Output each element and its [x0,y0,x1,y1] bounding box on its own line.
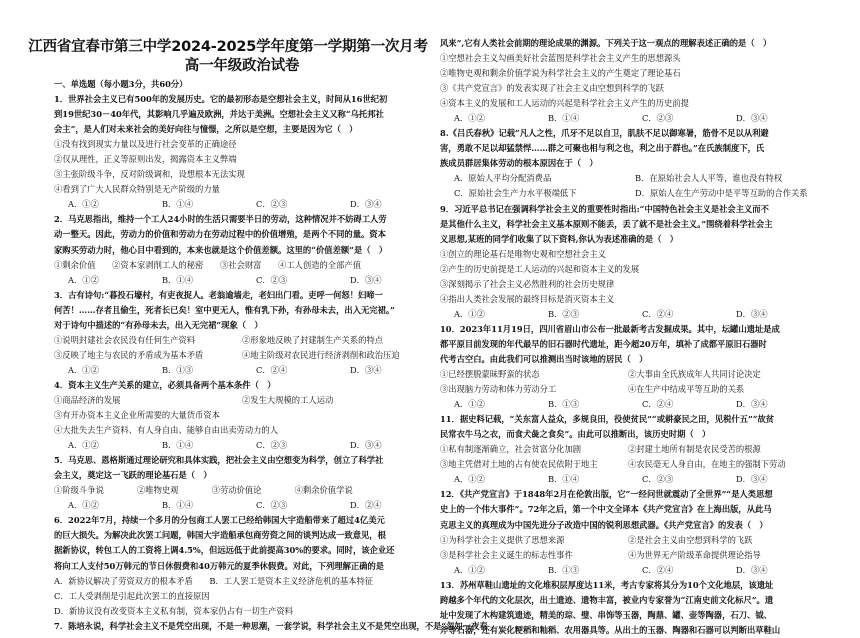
q3-option: ③反映了地主与农民的矛盾成为基本矛盾 [54,349,204,360]
question-9 [440,202,816,322]
q12-option: ②是社会主义由空想到科学的飞跃 [628,534,753,545]
q11-option: ④农民毫无人身自由，在地主的强制下劳动 [628,459,786,470]
question-12 [440,487,816,577]
q12-line: 克思主义的真理成为中国先进分子改造中国的锐利思想武器。《共产党宣言》的发表（ ） [440,519,768,530]
q11-choice-a: A．①② [454,474,485,485]
q4-choice-a: A．①② [68,440,99,451]
q6-option: A．新协议解决了劳资双方的根本矛盾 B．工人罢工是资本主义经济危机的基本特征 [54,575,374,586]
question-6 [54,513,430,618]
q4-choice-d: D．③④ [350,440,382,451]
question-3 [54,288,430,378]
q2-line: 家购买劳动力时，他心目中看到的，本来也就是这个价值差额。这里的“价值差额”是（ ） [54,244,388,255]
q3-option-row [54,348,430,363]
q5-choices [54,498,430,513]
q2-line: 2．马克思指出，维持一个工人24小时的生活只需要半日的劳动，这种情况并不妨碍工人劳 [54,214,387,225]
q10-choices [440,397,816,412]
q2-line: 动一整天。因此，劳动力的价值和劳动力在劳动过程中的价值增殖，是两个不同的量。资本 [54,229,386,240]
q7-choice-a: A．①② [454,113,485,124]
q2-choice-d: D．③④ [350,274,382,285]
q1-choice-c: C．②③ [256,199,288,210]
q9-option: ①创立的理论基石是唯物史观和空想社会主义 [440,248,606,259]
exam-title-line1: 江西省宜春市第三中学2024-2025学年度第一学期第一次月考 [28,39,428,55]
q9-choice-d: D．③④ [736,308,768,319]
q4-option: ③有开办资本主义企业所需要的大量货币资本 [54,410,220,421]
question-5 [54,453,430,513]
q1-option: ③主张阶级斗争，反对阶级调和，设想根本无法实现 [54,169,245,180]
q7-option: ②唯物史观和剩余价值学说为科学社会主义的产生奠定了理论基石 [440,68,681,79]
q9-line: 9．习近平总书记在强调科学社会主义的重要性时指出:“中国特色社会主义是社会主义而不 [440,203,769,214]
q2-choice-b: B．①④ [162,274,193,285]
q5-choice-d: D．②④ [350,500,382,511]
q5-option: ①阶级斗争说 ②唯物史观 ③劳动价值论 ④剩余价值学说 [54,485,353,496]
q3-option-row [54,333,430,348]
q12-choice-b: B．①③ [548,564,579,575]
q9-line: 是其他什么主义，科学社会主义基本原则不能丢，丢了就不是社会主义。”围绕着科学社会主 [440,218,773,229]
q11-choice-c: C．②③ [642,474,674,485]
q12-option: ③是科学社会主义诞生的标志性事件 [440,549,573,560]
q3-choice-a: A．①② [68,364,99,375]
q4-line: 4．资本主义生产关系的建立，必须具备两个基本条件（ ） [54,379,276,390]
q5-choice-a: A．①② [68,500,99,511]
q8-option: C．原始社会生产力水平极端低下 [454,188,577,199]
question-11 [440,412,816,487]
q7-choice-b: B．①④ [548,113,579,124]
q11-choice-b: B．①④ [548,474,579,485]
q1-choice-a: A．①② [68,199,99,210]
q10-choice-d: D．③④ [736,399,768,410]
q9-choices [440,307,816,322]
q1-option: ①没有找到现实力量以及进行社会变革的正确途径 [54,139,237,150]
q6-line: 6．2022年7月，持续一个多月的分包商工人罢工已经给韩国大宇造船带来了超过4亿美元 [54,515,385,526]
q10-choice-b: B．①③ [548,399,579,410]
q11-option: ③地主凭借对土地的占有使农民依附于地主 [440,459,598,470]
q8-option: B．在原始社会人人平等，谁也没有特权 [635,173,783,184]
q6-line: 将向工人支付50万韩元的节日休假费和40万韩元的夏季休假费。对此，下列理解正确的是 [54,560,385,571]
q13-line: 址中发现了木构建筑遗迹，精美的琮、璧、串饰等玉器，陶鼎、罐、壶等陶器，石刀、钺、 [440,609,772,620]
q10-option-row [440,367,816,382]
question-4 [54,378,430,453]
q5-line: 会主义，奠定这一飞跃的理论基石是（ ） [54,470,212,481]
section-heading: 一、单选题（每小题3分，共60分） [54,79,188,89]
q1-choice-d: D．③④ [350,199,382,210]
q7-choice-d: D．③④ [736,113,768,124]
q7-option: ③《共产党宣言》的发表实现了社会主义由空想到科学的飞跃 [440,83,665,94]
question-2 [54,212,430,287]
q9-choice-a: A．①② [454,308,485,319]
q9-choice-b: B．②③ [548,308,579,319]
q10-line: 都平原目前发现的年代最早的旧石器时代遗址，距今超20万年，填补了成都平原旧石器时 [440,338,767,349]
q2-option: ①剩余价值 ②资本家剥削工人的秘密 ③社会财富 ④工人创造的全部产值 [54,259,361,270]
q8-line: 族成员群居集体劳动的根本原因在于（ ） [440,158,598,169]
q11-choices [440,472,816,487]
q2-choices [54,273,430,288]
q8-option-row [440,171,816,186]
q5-choice-c: C．②③ [256,500,288,511]
q3-line: 何苦！……存者且偷生，死者长已矣！室中更无人，惟有乳下孙，有孙母未去，出入无完裙。” [54,304,395,315]
q7-choices [440,111,816,126]
q10-option-row [440,382,816,397]
q8-option: D．原始人在生产劳动中是平等互助的合作关系 [635,188,808,199]
question-7-cont [440,36,816,126]
q3-choices [54,363,430,378]
q3-line: 3．古有诗句:“暮投石壕村，有吏夜捉人。老翁逾墙走，老妇出门看。吏呼一何怒！妇啼一 [54,289,383,300]
q11-option-row [440,442,816,457]
q4-choice-c: C．②③ [256,440,288,451]
q1-option: ④看到了广大人民群众特别是无产阶级的力量 [54,184,220,195]
q1-line: 会主”，是人们对未来社会的美好向往与憧憬，之所以是空想，主要是因为它（ ） [54,124,358,135]
question-7-start [54,619,488,634]
q4-choices [54,438,430,453]
q1-option: ②仅从理性，正义等原则出发，揭露资本主义弊端 [54,154,237,165]
q3-option: ①说明封建社会农民没有任何生产资料 [54,334,196,345]
question-10 [440,322,816,412]
q11-option-row [440,457,816,472]
q8-option: A．原始人平均分配消费品 [454,173,552,184]
exam-title-line2: 高一年级政治试卷 [184,58,300,74]
q4-choice-b: B．①④ [162,440,193,451]
q10-line: 10．2023年11月19日，四川省眉山市公布一批最新考古发掘成果。其中，坛罐山遗址是成 [440,323,780,334]
q6-line: 的巨大损失。为解决此次罢工问题，韩国大宇造船承包商劳资之间的谈判达成一致意见，根 [54,530,386,541]
q12-choice-c: C．②④ [642,564,674,575]
q7-option: ④资本主义的发展和工人运动的兴起是科学社会主义产生的历史前提 [440,98,689,109]
q11-line: 民常衣牛马之衣，而食犬彘之食矣”。由此可以推断出，该历史时期（ ） [440,429,711,440]
question-8 [440,126,816,201]
q3-option: ④地主阶级对农民进行经济剥削和政治压迫 [242,349,400,360]
q3-choice-b: B．①③ [162,364,193,375]
q9-option: ④指出人类社会发展的最终目标是消灭资本主义 [440,293,615,304]
q4-option-row [54,393,430,408]
q8-line: 8.《吕氏春秋》记载“凡人之性，爪牙不足以自卫，肌肤不足以御寒暑，筋骨不足以从利避 [440,128,769,139]
q3-option: ②形象地反映了封建制生产关系的特点 [242,334,384,345]
q4-option: ①商品经济的发展 [54,394,121,405]
q11-option: ②封建土地所有制是农民受苦的根源 [628,444,761,455]
q9-option: ②产生的历史前提是工人运动的兴起和资本主义的发展 [440,263,640,274]
q12-line: 12．《共产党宣言》于1848年2月在伦敦出版，它“一经问世就震动了全世界”“是人类思想 [440,489,773,500]
q4-option: ④大批失去生产资料、有人身自由、能够自由出卖劳动力的人 [54,425,279,436]
q12-option-row [440,533,816,548]
q7-line: 风来”,它有人类社会前期的理论成果的渊源。下列关于这一观点的理解表述正确的是（ ） [440,38,772,48]
question-13 [440,578,816,638]
left-column [28,0,488,634]
q10-choice-a: A．①② [454,399,485,410]
q12-option: ①为科学社会主义提供了思想来源 [440,534,565,545]
q12-line: 史上的一个伟大事件”。72年之后，第一个中文全译本《共产党宣言》在上海出版，从此马 [440,504,772,515]
q8-option-row [440,186,816,201]
q10-option: ④在生产中结成平等互助的关系 [628,384,745,395]
q7-line: 7．陈培永说，科学社会主义不是凭空出现，不是一种思潮，一套学说，科学社会主义不是凭空出现，不是“忽如一夜春 [54,620,488,631]
q12-choice-d: D．③④ [736,564,768,575]
q10-option: ①已经摆脱蒙昧野蛮的状态 [440,369,540,380]
q12-choices [440,563,816,578]
q7-choice-c: C．②③ [642,113,674,124]
q3-line: 对于诗句中描述的“有孙母未去，出入无完裙”现象（ ） [54,319,263,330]
q12-option-row [440,548,816,563]
q10-option: ②大事由全氏族成年人共同讨论决定 [628,369,761,380]
q8-line: 害，勇敢不足以却猛禁悍……群之可聚也相与利之也，利之出于群也。”在氏族制度下，氏 [440,143,765,154]
q6-line: 据新协议，转包工人的工资将上调4.5%，但远远低于此前提高30%的要求。同时，该企业还 [54,545,395,556]
q9-option: ③深刻揭示了社会主义必然胜利的社会历史规律 [440,278,615,289]
q7-option: ①空想社会主义勾画美好社会蓝图是科学社会主义产生的思想源头 [440,53,681,64]
right-column [440,0,816,638]
q6-option: C．工人受剥削是引起此次罢工的直接原因 [54,590,210,601]
q11-choice-d: D．③④ [736,474,768,485]
q12-option: ④为世界无产阶级革命提供理论指导 [628,549,761,560]
q2-choice-c: C．②③ [256,274,288,285]
q1-line: 1．世界社会主义已有500年的发展历史。它的最初形态是空想社会主义，时间从16世纪初 [54,94,388,105]
q1-line: 到19世纪30－40年代，其影响几乎遍及欧洲，并达于美洲。空想社会主义又称“乌托邦社 [54,109,384,120]
q10-choice-c: C．②④ [642,399,674,410]
q1-choice-b: B．①④ [162,199,193,210]
question-1 [54,92,430,212]
q10-option: ③出现脑力劳动和体力劳动分工 [440,384,557,395]
q11-line: 11．据史料记载，“关东富人益众，多规良田，役使贫民”“或耕豪民之田，见税什五”“故贫 [440,414,775,425]
q9-line: 义思想,某班的同学们收集了以下资料,你认为表述准确的是（ ） [440,233,679,244]
q13-line: 跨越多个年代的文化层次，出土遗迹、遗物丰富，被业内专家誉为“江南史前文化标尺”。遗 [440,594,774,605]
q3-choice-c: C．②④ [256,364,288,375]
q5-choice-b: B．①④ [162,500,193,511]
q5-line: 5．马克思、恩格斯通过理论研究和具体实践，把社会主义由空想变为科学，创立了科学社 [54,455,384,466]
q13-line: 13．苏州草鞋山遗址的文化堆积层厚度达11米，考古专家将其分为10个文化地层，该遗址 [440,579,774,590]
q13-line: 斧等石器，还有炭化粳稻和籼稻、农用器具等。从出土的玉器、陶器和石器可以判断出草鞋山 [440,624,781,635]
q3-choice-d: D．③④ [350,364,382,375]
q9-choice-c: C．②④ [642,308,674,319]
q11-option: ①私有制逐渐确立，社会贫富分化加剧 [440,444,582,455]
q10-line: 代考古空白。由此我们可以推测出当时该地的居民（ ） [440,353,648,364]
q12-choice-a: A．①② [454,564,485,575]
q6-option: D．新协议没有改变资本主义私有制，资本家仍占有一切生产资料 [54,605,293,616]
q1-choices [54,197,430,212]
q2-choice-a: A．①② [68,274,99,285]
q4-option: ②发生大规模的工人运动 [242,394,334,405]
